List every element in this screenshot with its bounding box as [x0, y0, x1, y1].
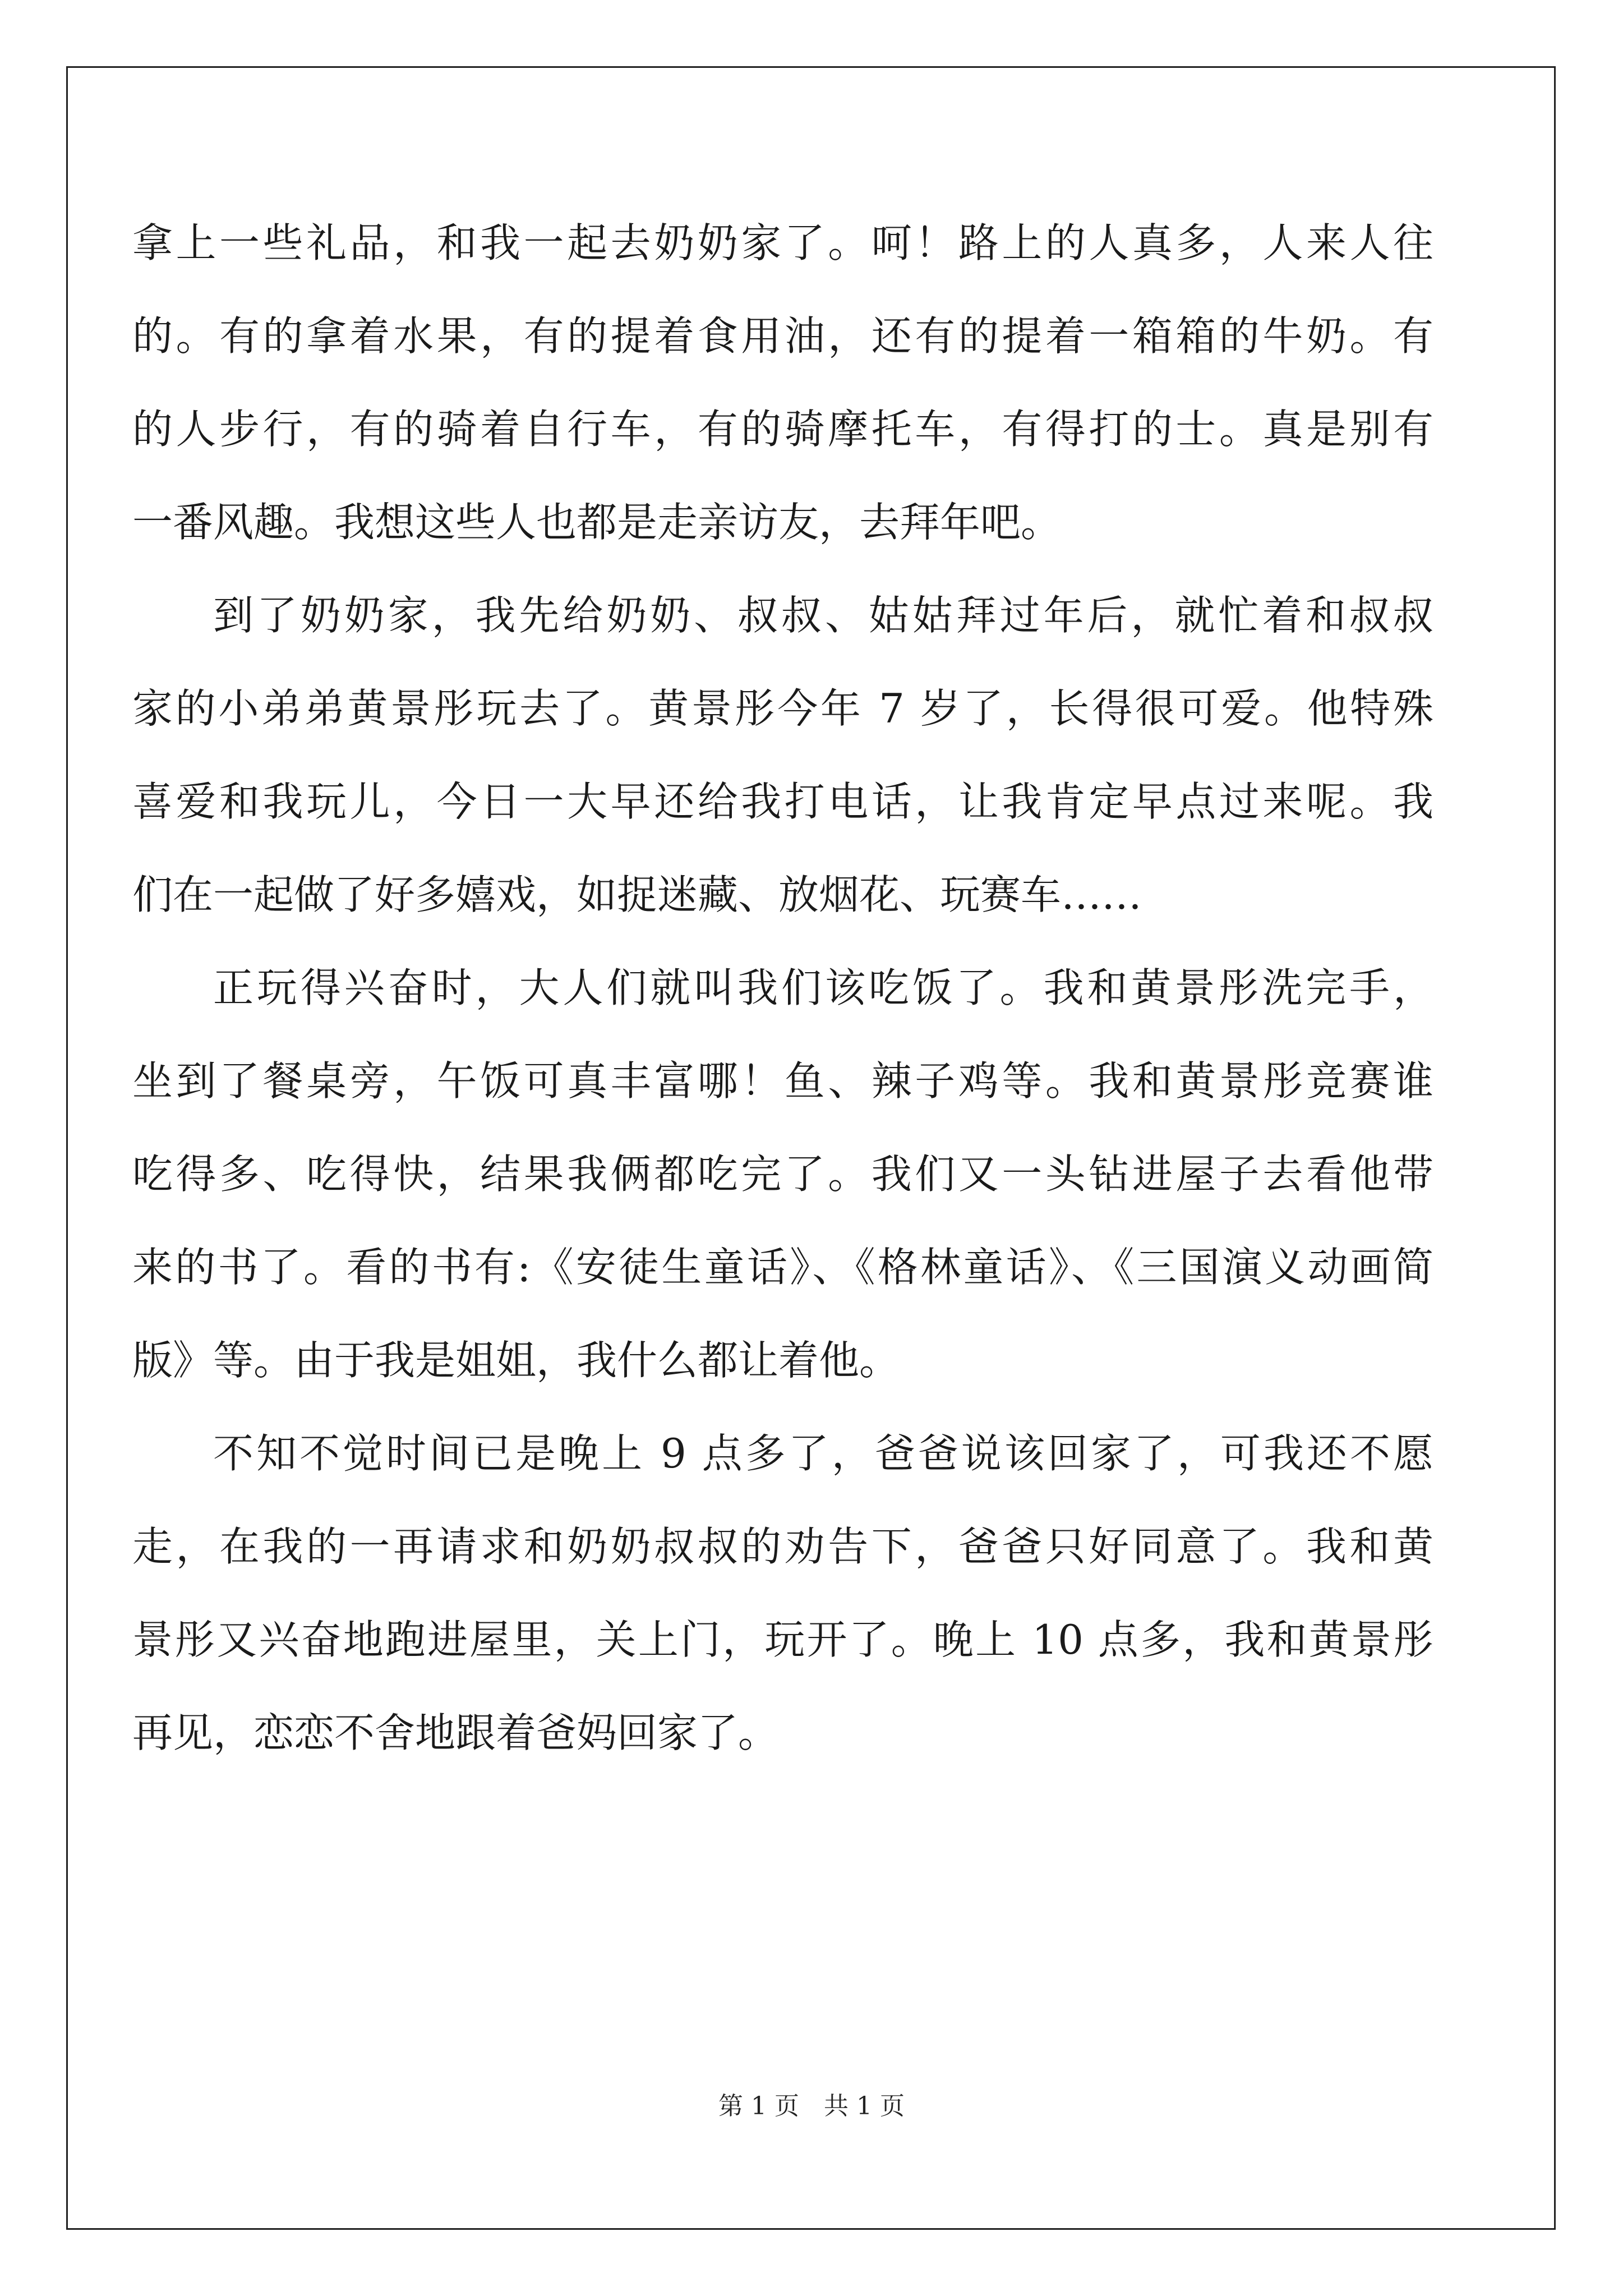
text-line: 景彤又兴奋地跑进屋里，关上门，玩开了。晚上 10 点多，我和黄景彤 — [132, 1616, 1433, 1663]
page-footer — [0, 2090, 1623, 2123]
text-line: 的。有的拿着水果，有的提着食用油，还有的提着一箱箱的牛奶。有 — [132, 312, 1433, 360]
text-line: 走，在我的一再请求和奶奶叔叔的劝告下，爸爸只好同意了。我和黄 — [132, 1523, 1433, 1570]
text-line: 的人步行，有的骑着自行车，有的骑摩托车，有得打的士。真是别有 — [132, 406, 1433, 453]
text-line: 喜爱和我玩儿，今日一大早还给我打电话，让我肯定早点过来呢。我 — [132, 778, 1433, 825]
text-line: 家的小弟弟黄景彤玩去了。黄景彤今年 7 岁了，长得很可爱。他特殊 — [132, 685, 1433, 732]
text-line: 不知不觉时间已是晚上 9 点多了，爸爸说该回家了，可我还不愿 — [213, 1430, 1433, 1477]
page-number: 第 1 页 — [718, 2092, 799, 2120]
text-line: 正玩得兴奋时，大人们就叫我们该吃饭了。我和黄景彤洗完手， — [213, 964, 1433, 1011]
text-line: 拿上一些礼品，和我一起去奶奶家了。呵！路上的人真多，人来人往 — [132, 219, 1433, 266]
text-line: 再见，恋恋不舍地跟着爸妈回家了。 — [132, 1709, 779, 1756]
text-line: 一番风趣。我想这些人也都是走亲访友，去拜年吧。 — [132, 499, 1062, 546]
page-total: 共 1 页 — [824, 2092, 905, 2120]
document-body — [132, 196, 1433, 1779]
text-line: 坐到了餐桌旁，午饭可真丰富哪！鱼、辣子鸡等。我和黄景彤竞赛谁 — [132, 1057, 1433, 1105]
text-line: 到了奶奶家，我先给奶奶、叔叔、姑姑拜过年后，就忙着和叔叔 — [213, 592, 1433, 639]
text-line: 版》等。由于我是姐姐，我什么都让着他。 — [132, 1337, 900, 1384]
text-line: 吃得多、吃得快，结果我俩都吃完了。我们又一头钻进屋子去看他带 — [132, 1151, 1433, 1198]
text-line: 们在一起做了好多嬉戏，如捉迷藏、放烟花、玩赛车…… — [132, 871, 1142, 918]
text-line: 来的书了。看的书有:《安徒生童话》、《格林童话》、《三国演义动画简 — [132, 1244, 1433, 1291]
